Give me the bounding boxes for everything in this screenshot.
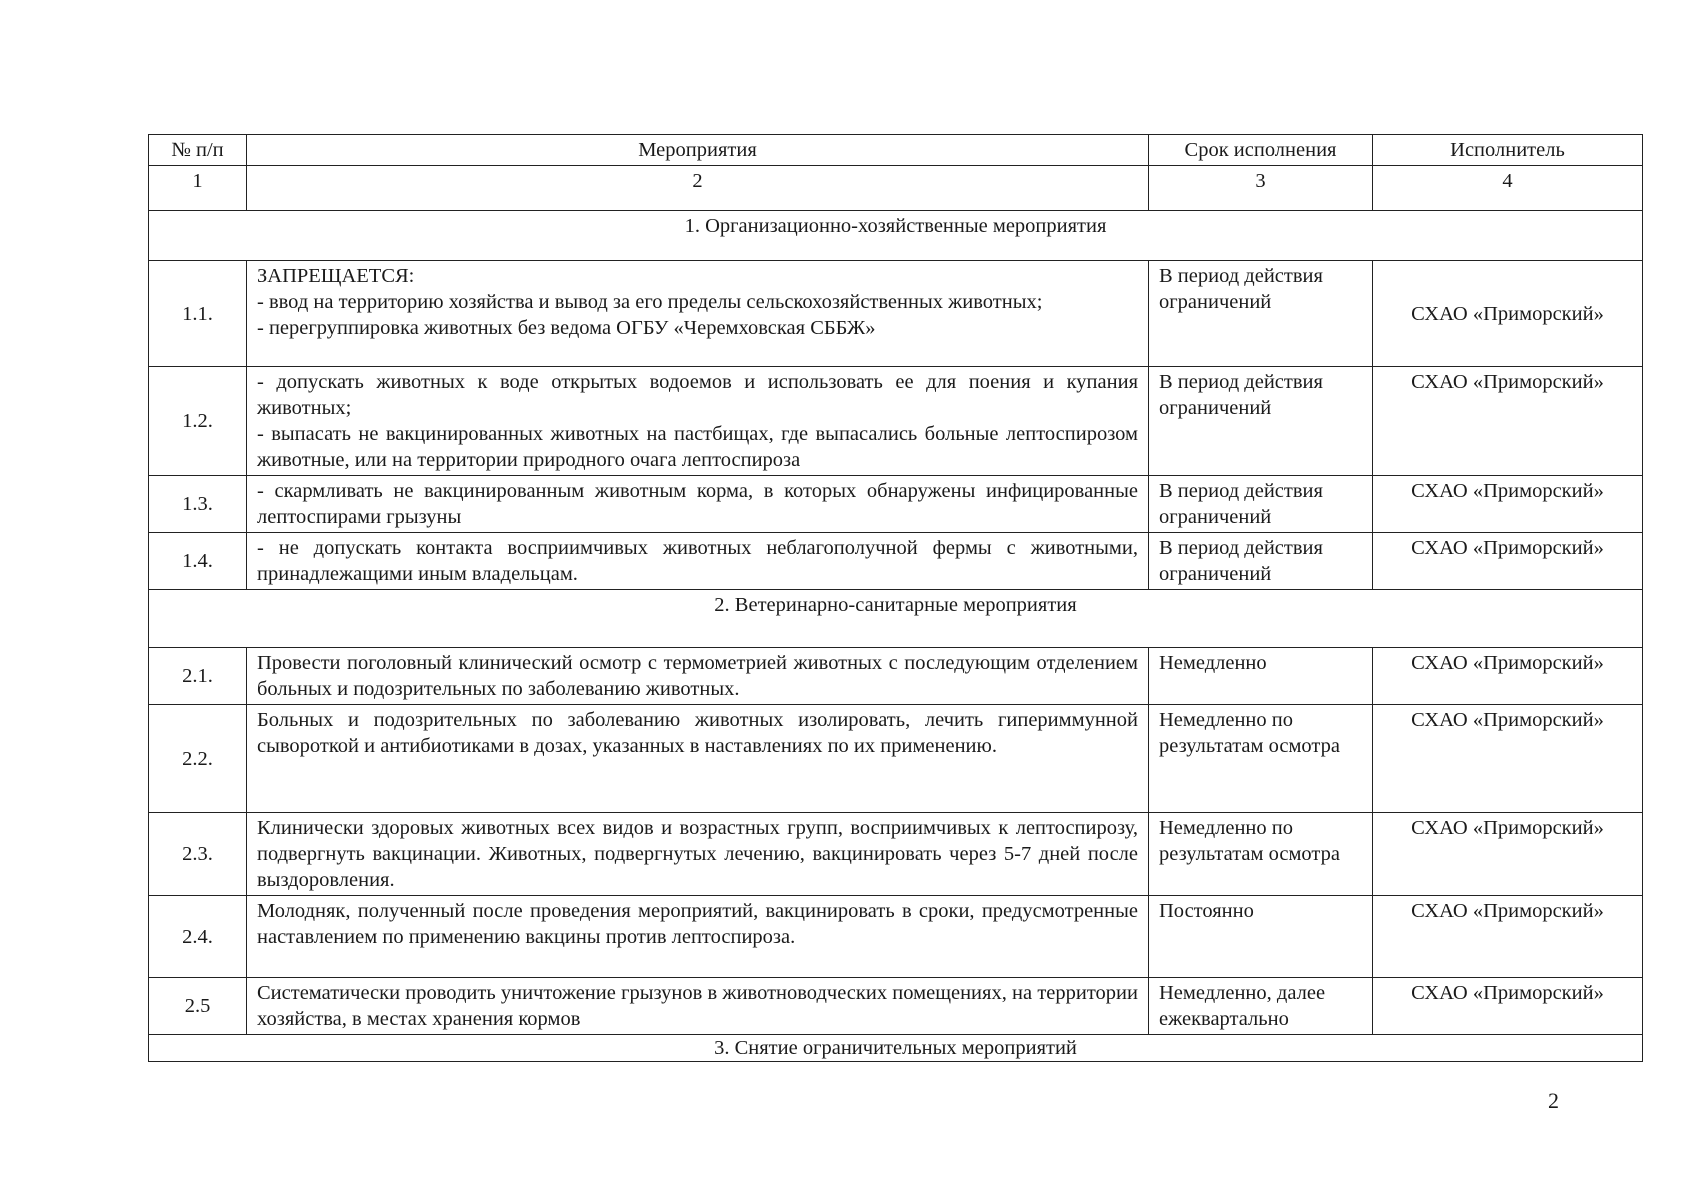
row-measure xyxy=(247,896,1149,978)
row-measure xyxy=(247,978,1149,1035)
measure-line: - ввод на территорию хозяйства и вывод за его пределы сельскохозяйственных животных; xyxy=(257,291,1043,313)
measures-table xyxy=(148,134,1643,1062)
column-number: 3 xyxy=(1149,166,1373,211)
header-num: № п/п xyxy=(149,135,247,166)
table-row xyxy=(149,476,1643,533)
table-row xyxy=(149,533,1643,590)
row-performer: СХАО «Приморский» xyxy=(1373,648,1643,705)
measure-line: ЗАПРЕЩАЕТСЯ: xyxy=(257,265,415,287)
table-row xyxy=(149,813,1643,896)
column-number: 2 xyxy=(247,166,1149,211)
row-number: 2.2. xyxy=(149,705,247,813)
section-title: 1. Организационно-хозяйственные мероприятия xyxy=(149,211,1643,261)
row-number: 1.3. xyxy=(149,476,247,533)
row-performer: СХАО «Приморский» xyxy=(1373,261,1643,367)
table-row xyxy=(149,896,1643,978)
row-measure xyxy=(247,367,1149,476)
row-performer: СХАО «Приморский» xyxy=(1373,476,1643,533)
row-performer: СХАО «Приморский» xyxy=(1373,896,1643,978)
header-performer: Исполнитель xyxy=(1373,135,1643,166)
header-measures: Мероприятия xyxy=(247,135,1149,166)
row-performer: СХАО «Приморский» xyxy=(1373,813,1643,896)
row-measure xyxy=(247,813,1149,896)
measure-line: Систематически проводить уничтожение грызунов в животноводческих помещениях, на территории хозяйства, в местах хранения кормов xyxy=(257,982,1138,1030)
table-row xyxy=(149,978,1643,1035)
row-measure xyxy=(247,476,1149,533)
row-number: 1.1. xyxy=(149,261,247,367)
row-term: В период действия ограничений xyxy=(1149,533,1373,590)
row-term: Немедленно по результатам осмотра xyxy=(1149,813,1373,896)
column-number-row xyxy=(149,166,1643,211)
row-performer: СХАО «Приморский» xyxy=(1373,705,1643,813)
header-term: Срок исполнения xyxy=(1149,135,1373,166)
row-term: В период действия ограничений xyxy=(1149,367,1373,476)
section-title: 3. Снятие ограничительных мероприятий xyxy=(149,1035,1643,1062)
row-term: Постоянно xyxy=(1149,896,1373,978)
table-row xyxy=(149,648,1643,705)
row-term: В период действия ограничений xyxy=(1149,476,1373,533)
table-row xyxy=(149,261,1643,367)
measure-line: Клинически здоровых животных всех видов и возрастных групп, восприимчивых к лептоспирозу, подвергнуть вакцинации. Животных, подвергнутых лечению, вакцинировать через 5-7 дней после выздоровления. xyxy=(257,817,1138,891)
row-term: В период действия ограничений xyxy=(1149,261,1373,367)
measure-line: Больных и подозрительных по заболеванию животных изолировать, лечить гипериммунной сывороткой и антибиотиками в дозах, указанных в наставлениях по их применению. xyxy=(257,709,1138,757)
measure-line: - выпасать не вакцинированных животных на пастбищах, где выпасались больные лептоспирозом животные, или на территории природного очага лептоспироза xyxy=(257,423,1138,471)
row-number: 2.5 xyxy=(149,978,247,1035)
section-row xyxy=(149,1035,1643,1062)
row-term: Немедленно xyxy=(1149,648,1373,705)
row-number: 1.4. xyxy=(149,533,247,590)
row-performer: СХАО «Приморский» xyxy=(1373,533,1643,590)
row-measure xyxy=(247,648,1149,705)
row-performer: СХАО «Приморский» xyxy=(1373,978,1643,1035)
measure-line: Молодняк, полученный после проведения мероприятий, вакцинировать в сроки, предусмотренные наставлением по применению вакцины против лептоспироза. xyxy=(257,900,1138,948)
column-number: 4 xyxy=(1373,166,1643,211)
section-row xyxy=(149,590,1643,648)
section-title: 2. Ветеринарно-санитарные мероприятия xyxy=(149,590,1643,648)
table-row xyxy=(149,705,1643,813)
row-measure xyxy=(247,261,1149,367)
table-row xyxy=(149,367,1643,476)
row-measure xyxy=(247,533,1149,590)
measure-line: Провести поголовный клинический осмотр с термометрией животных с последующим отделением больных и подозрительных по заболеванию животных. xyxy=(257,652,1138,700)
page-number: 2 xyxy=(1548,1088,1559,1113)
measure-line: - скармливать не вакцинированным животным корма, в которых обнаружены инфицированные лептоспирами грызуны xyxy=(257,480,1138,528)
section-row xyxy=(149,211,1643,261)
row-number: 1.2. xyxy=(149,367,247,476)
row-term: Немедленно по результатам осмотра xyxy=(1149,705,1373,813)
row-term: Немедленно, далее ежеквартально xyxy=(1149,978,1373,1035)
row-performer: СХАО «Приморский» xyxy=(1373,367,1643,476)
table-header-row xyxy=(149,135,1643,166)
row-number: 2.4. xyxy=(149,896,247,978)
row-number: 2.3. xyxy=(149,813,247,896)
measure-line: - перегруппировка животных без ведома ОГБУ «Черемховская СББЖ» xyxy=(257,317,876,339)
measure-line: - допускать животных к воде открытых водоемов и использовать ее для поения и купания животных; xyxy=(257,371,1138,419)
column-number: 1 xyxy=(149,166,247,211)
row-measure xyxy=(247,705,1149,813)
row-number: 2.1. xyxy=(149,648,247,705)
measure-line: - не допускать контакта восприимчивых животных неблагополучной фермы с животными, принадлежащими иным владельцам. xyxy=(257,537,1138,585)
